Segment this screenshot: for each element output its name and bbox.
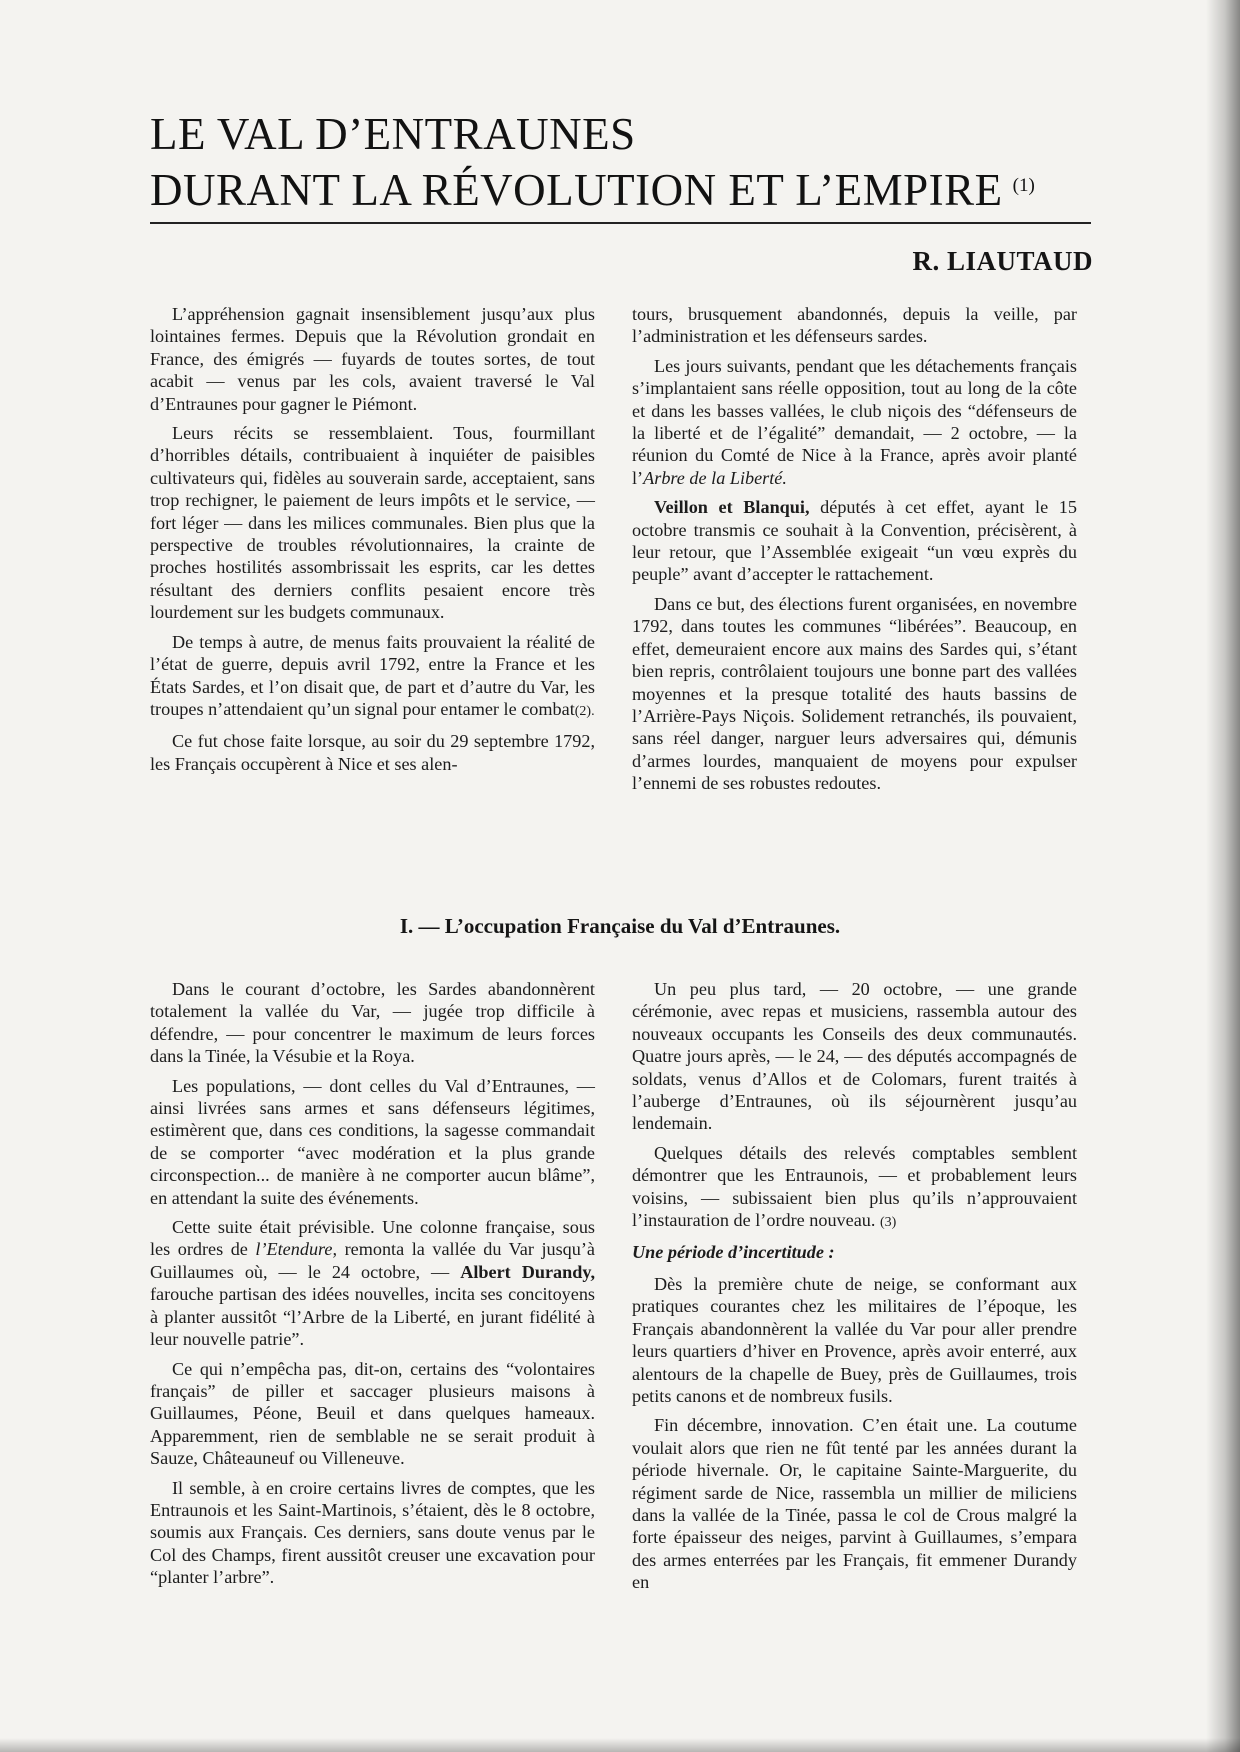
section-paragraph-text: farouche partisan des idées nouvelles, incita ses concitoyens à planter aussitôt “l’Arbre de la Liberté, en jurant fidélité à leur nouvelle patrie”.: [150, 1284, 595, 1350]
intro-paragraph-text: députés à cet effet, ayant le 15 octobre transmis ce souhait à la Convention, précisèrent, à leur retour, que l’Assemblée exigeait “un vœu exprès du peuple” avant d’accepter le rattachement.: [632, 497, 1077, 585]
section-paragraph: Il semble, à en croire certains livres de comptes, que les Entraunois et les Saint-Martinois, s’étaient, dès le 8 octobre, soumis aux Français. Ces derniers, sans doute venus par le Col des Champs, firent aussitôt creuser une excavation pour “planter l’arbre”.: [150, 1477, 595, 1588]
section-paragraph: Les populations, — dont celles du Val d’Entraunes, — ainsi livrées sans armes et sans défenseurs légitimes, estimèrent que, dans ces conditions, la sagesse commandait de se comporter “avec modération et la plus grande circonspection... de manière à ne comporter aucun blâme”, en attendant la suite des événements.: [150, 1075, 595, 1208]
intro-paragraph: Leurs récits se ressemblaient. Tous, fourmillant d’horribles détails, contribuaient à inquiéter de paisibles cultivateurs qui, fidèles au souverain sarde, acceptaient, sans trop rechigner, le paiement de leurs impôts et le service, — fort léger — dans les milices communales. Bien plus que la perspective de troubles révolutionnaires, la crainte de proches hostilités assombrissait les esprits, car les dettes résultant des derniers conflits pesaient encore très lourdement sur les budgets communaux.: [150, 423, 595, 623]
title-line-2-text: DURANT LA RÉVOLUTION ET L’EMPIRE: [150, 165, 1003, 215]
intro-column-left: [150, 303, 595, 782]
italic-arbre-liberte: Arbre de la Liberté.: [643, 467, 787, 488]
section-paragraph-text: remonta la vallée du Var jusqu’à Guillaumes où, — le 24 octobre, —: [150, 1239, 595, 1282]
title-footnote-ref: (1): [1012, 175, 1035, 196]
intro-paragraph-text: Les jours suivants, pendant que les détachements français s’implantaient sans réelle opposition, tout au long de la côte et dans les basses vallées, le club niçois des “défenseurs de la liberté et de l’égalité” demandait, — 2 octobre, — la réunion du Comté de Nice à la France, après avoir planté l’: [632, 355, 1077, 488]
intro-paragraph: Ce fut chose faite lorsque, au soir du 29 septembre 1792, les Français occupèrent à Nice et ses alen-: [150, 731, 595, 774]
intro-paragraph: [632, 355, 1077, 489]
section-column-right: [632, 978, 1077, 1601]
footnote-ref-3: (3): [879, 1215, 897, 1231]
intro-column-right: [632, 303, 1077, 802]
intro-paragraph: L’appréhension gagnait insensiblement jusqu’aux plus lointaines fermes. Depuis que la Révolution grondait en France, des émigrés — fuyards de toutes sortes, de tout acabit — venus par les cols, avaient traversé le Val d’Entraunes pour gagner le Piémont.: [150, 304, 595, 414]
section-paragraph: [150, 1216, 595, 1350]
section-heading: I. — L’occupation Française du Val d’Entraunes.: [399, 914, 841, 938]
intro-paragraph-text: De temps à autre, de menus faits prouvaient la réalité de l’état de guerre, depuis avril 1792, entre la France et les États Sardes, et l’on disait que, de part et d’autre du Var, les troupes n’attendaient qu’un signal pour entamer le combat: [150, 631, 595, 719]
author-name: R. LIAUTAUD: [912, 246, 1093, 276]
bold-durandy: Albert Durandy,: [460, 1261, 596, 1282]
intro-paragraph: tours, brusquement abandonnés, depuis la veille, par l’administration et les défenseurs sardes.: [632, 304, 1077, 347]
section-column-left: [150, 978, 595, 1596]
intro-paragraph: [632, 496, 1077, 586]
subheading-incertitude: Une période d’incertitude :: [632, 1242, 835, 1263]
intro-paragraph: [150, 631, 595, 724]
title-line-2: [150, 160, 1110, 216]
section-paragraph-text: Quelques détails des relevés comptables semblent démontrer que les Entraunois, — et probablement leurs voisins, — subissaient bien plus qu’ils n’approuvaient l’instauration de l’ordre nouveau.: [632, 1142, 1077, 1231]
section-paragraph-text: Cette suite était prévisible. Une colonne française, sous les ordres de: [150, 1217, 595, 1260]
page-edge-shadow: [1206, 0, 1240, 1752]
section-paragraph: [632, 1142, 1077, 1235]
italic-etendure: l’Etendure,: [255, 1239, 338, 1260]
page-bottom-shadow: [0, 1738, 1240, 1752]
bold-names: Veillon et Blanqui,: [654, 497, 810, 518]
section-paragraph: Ce qui n’empêcha pas, dit-on, certains des “volontaires français” de piller et saccager plusieurs maisons à Guillaumes, Péone, Beuil et dans quelques hameaux. Apparemment, rien de semblable ne se serait produit à Sauze, Châteauneuf ou Villeneuve.: [150, 1358, 595, 1469]
article-title: [150, 108, 1110, 216]
title-rule: [150, 222, 1091, 224]
section-paragraph: Un peu plus tard, — 20 octobre, — une grande cérémonie, avec repas et musiciens, rassembla autour des nouveaux occupants les Conseils des deux communautés. Quatre jours après, — le 24, — des députés accompagnés de soldats, venus d’Allos et de Colomars, furent traités à l’auberge d’Entraunes, où ils séjournèrent jusqu’au lendemain.: [632, 979, 1077, 1134]
section-paragraph: Dans le courant d’octobre, les Sardes abandonnèrent totalement la vallée du Var, — jugée trop difficile à défendre, — pour concentrer le maximum de leurs forces dans la Tinée, la Vésubie et la Roya.: [150, 979, 595, 1067]
title-line-1: LE VAL D’ENTRAUNES: [150, 109, 636, 159]
intro-paragraph: Dans ce but, des élections furent organisées, en novembre 1792, dans toutes les communes “libérées”. Beaucoup, en effet, demeuraient encore aux mains des Sardes qui, s’étant bien repris, contrôlaient toujours une bonne part des vallées moyennes et la presque totalité des hauts bassins de l’Arrière-Pays Niçois. Solidement retranchés, ils pouvaient, sans réel danger, narguer leurs adversaires qui, démunis d’armes lourdes, manquaient de moyens pour expulser l’ennemi de ses robustes redoutes.: [632, 593, 1077, 794]
footnote-ref-2: (2).: [574, 703, 595, 719]
section-paragraph: Fin décembre, innovation. C’en était une. La coutume voulait alors que rien ne fût tenté par les années durant la période hivernale. Or, le capitaine Sainte-Marguerite, du régiment sarde de Nice, rassembla un millier de miliciens dans la vallée de la Tinée, passa le col de Crous malgré la forte épaisseur des neiges, parvint à Guillaumes, s’empara des armes enterrées par les Français, fit emmener Durandy en: [632, 1415, 1077, 1593]
section-paragraph: Dès la première chute de neige, se conformant aux pratiques courantes chez les militaires de l’époque, les Français abandonnèrent la vallée du Var pour aller prendre leurs quartiers d’hiver en Provence, après avoir enterré, aux alentours de la chapelle de Buey, près de Guillaumes, trois petits canons et de nombreux fusils.: [632, 1273, 1077, 1406]
